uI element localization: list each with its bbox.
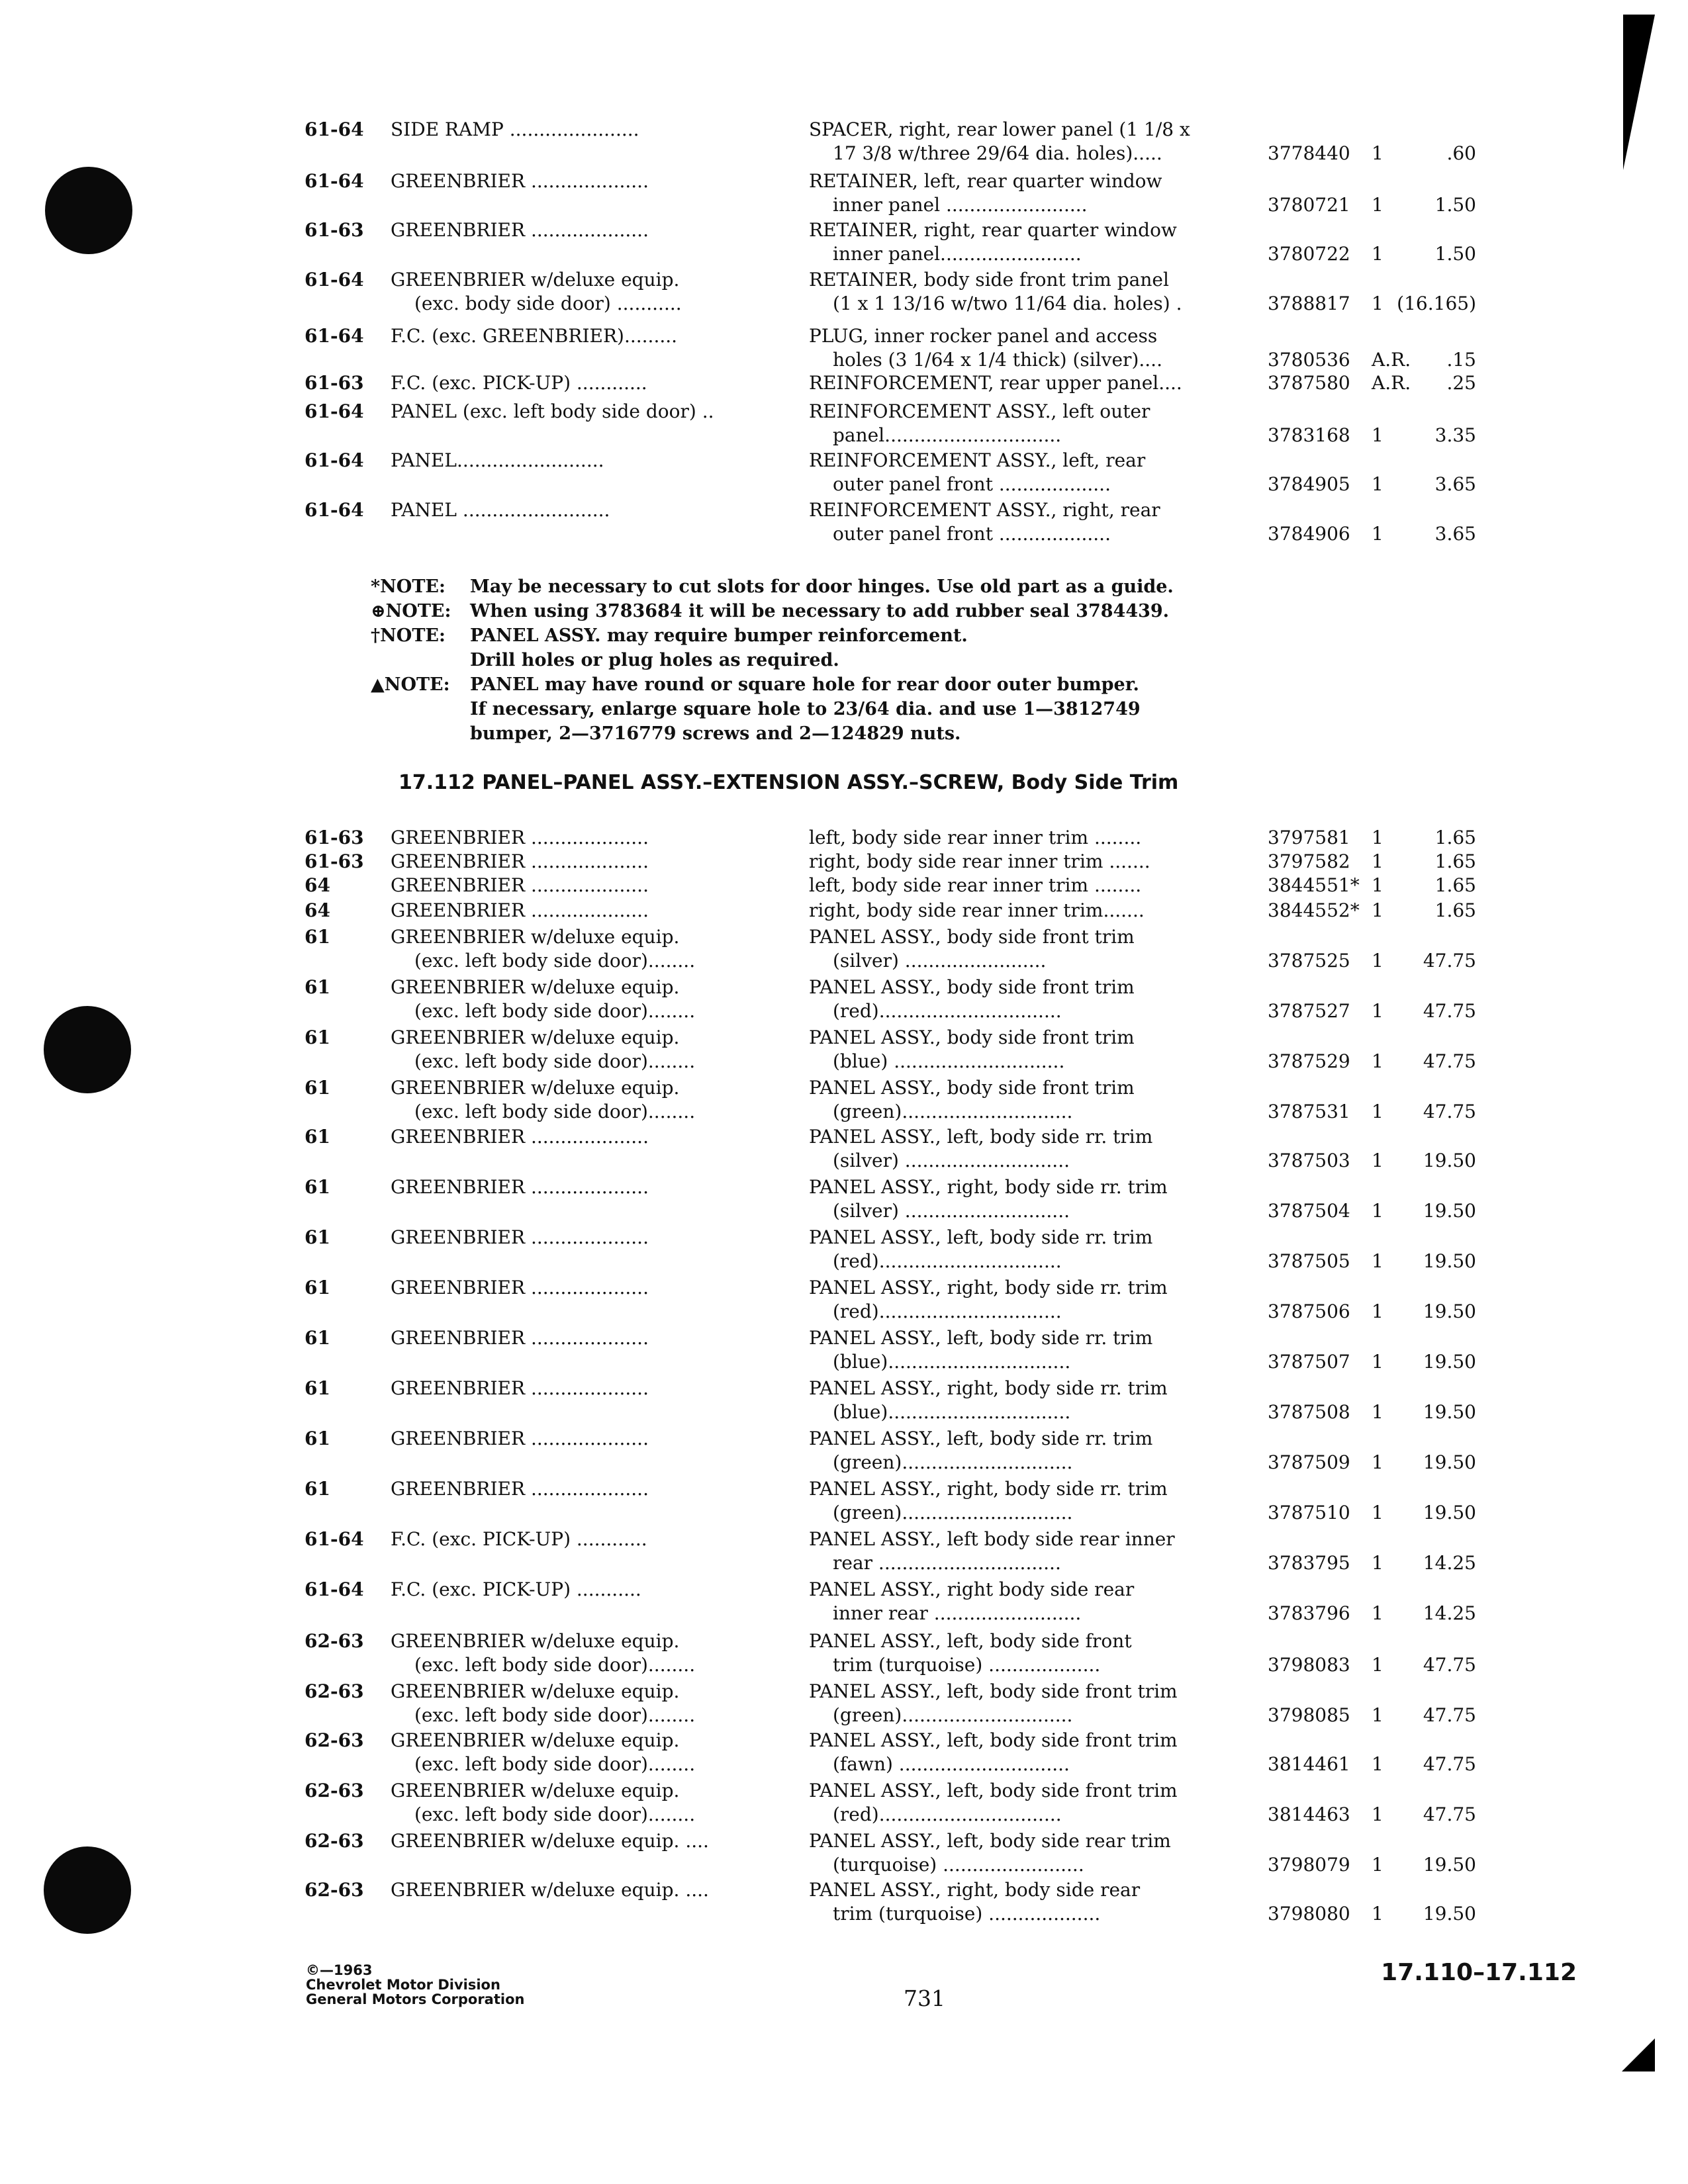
year-cell: 62-63 xyxy=(305,1630,364,1652)
note-text: PANEL ASSY. may require bumper reinforcement. xyxy=(470,625,968,646)
model-cell: GREENBRIER .................... xyxy=(391,1277,649,1298)
quantity-cell: 1 xyxy=(1372,194,1383,216)
description-cell: PANEL ASSY., right, body side rr. trim xyxy=(809,1277,1168,1298)
year-cell: 61-64 xyxy=(305,118,364,140)
model-cell: GREENBRIER .................... xyxy=(391,874,649,896)
model-cell: GREENBRIER .................... xyxy=(391,170,649,192)
scan-edge-mark xyxy=(1623,15,1655,170)
model-cell: GREENBRIER .................... xyxy=(391,1327,649,1349)
model-cell: GREENBRIER .................... xyxy=(391,827,649,848)
year-cell: 61 xyxy=(305,1377,330,1399)
price-cell: 19.50 xyxy=(1423,1903,1476,1925)
model-cell: (exc. left body side door)........ xyxy=(414,950,696,972)
model-cell: GREENBRIER w/deluxe equip. xyxy=(391,926,680,948)
price-cell: 19.50 xyxy=(1423,1250,1476,1272)
description-cell: PANEL ASSY., right, body side rear xyxy=(809,1879,1141,1901)
description-cell: PANEL ASSY., right body side rear xyxy=(809,1578,1135,1600)
part-number-cell: 3783795 xyxy=(1268,1552,1350,1574)
description-cell: RETAINER, left, rear quarter window xyxy=(809,170,1162,192)
quantity-cell: 1 xyxy=(1372,1401,1383,1423)
quantity-cell: 1 xyxy=(1372,1704,1383,1726)
description-cell: left, body side rear inner trim ........ xyxy=(809,874,1142,896)
description-cell: PANEL ASSY., body side front trim xyxy=(809,1077,1135,1099)
quantity-cell: 1 xyxy=(1372,1451,1383,1473)
year-cell: 61 xyxy=(305,1277,330,1298)
model-cell: GREENBRIER w/deluxe equip. xyxy=(391,1729,680,1751)
description-cell: PANEL ASSY., body side front trim xyxy=(809,1026,1135,1048)
note-text: Drill holes or plug holes as required. xyxy=(470,650,839,670)
price-cell: 14.25 xyxy=(1423,1602,1476,1624)
description-cell: (fawn) ............................. xyxy=(833,1753,1070,1775)
model-cell: (exc. left body side door)........ xyxy=(414,1000,696,1022)
description-cell: PANEL ASSY., body side front trim xyxy=(809,976,1135,998)
model-cell: F.C. (exc. GREENBRIER)......... xyxy=(391,325,678,347)
model-cell: (exc. body side door) ........... xyxy=(414,293,682,314)
part-number-cell: 3798079 xyxy=(1268,1854,1350,1876)
description-cell: REINFORCEMENT ASSY., right, rear xyxy=(809,499,1160,521)
description-cell: PANEL ASSY., right, body side rr. trim xyxy=(809,1176,1168,1198)
part-number-cell: 3814461 xyxy=(1268,1753,1350,1775)
price-cell: .60 xyxy=(1446,142,1476,164)
year-cell: 61 xyxy=(305,1478,330,1500)
description-cell: holes (3 1/64 x 1/4 thick) (silver).... xyxy=(833,349,1162,371)
scan-corner-mark xyxy=(1622,2038,1655,2071)
quantity-cell: 1 xyxy=(1372,1502,1383,1524)
price-cell: 19.50 xyxy=(1423,1401,1476,1423)
price-cell: .15 xyxy=(1446,349,1476,371)
quantity-cell: 1 xyxy=(1372,142,1383,164)
price-cell: 1.50 xyxy=(1434,243,1476,265)
quantity-cell: 1 xyxy=(1372,1000,1383,1022)
note-line xyxy=(371,599,1297,623)
description-cell: inner panel........................ xyxy=(833,243,1082,265)
year-cell: 61 xyxy=(305,1176,330,1198)
year-cell: 61-64 xyxy=(305,269,364,291)
description-cell: PANEL ASSY., left, body side rr. trim xyxy=(809,1327,1153,1349)
price-cell: .25 xyxy=(1446,372,1476,394)
model-cell: GREENBRIER .................... xyxy=(391,1176,649,1198)
quantity-cell: 1 xyxy=(1372,1903,1383,1925)
year-cell: 61-64 xyxy=(305,1578,364,1600)
description-cell: (turquoise) ........................ xyxy=(833,1854,1084,1876)
year-cell: 61 xyxy=(305,976,330,998)
price-cell: 47.75 xyxy=(1423,950,1476,972)
part-number-cell: 3797582 xyxy=(1268,850,1350,872)
model-cell: PANEL (exc. left body side door) .. xyxy=(391,400,714,422)
model-cell: GREENBRIER w/deluxe equip. xyxy=(391,1026,680,1048)
quantity-cell: 1 xyxy=(1372,243,1383,265)
year-cell: 62-63 xyxy=(305,1830,364,1852)
description-cell: REINFORCEMENT, rear upper panel.... xyxy=(809,372,1182,394)
part-number-cell: 3784906 xyxy=(1268,523,1350,545)
model-cell: GREENBRIER .................... xyxy=(391,1478,649,1500)
note-line xyxy=(371,623,1297,648)
description-cell: PANEL ASSY., left, body side rr. trim xyxy=(809,1126,1153,1148)
part-number-cell: 3787527 xyxy=(1268,1000,1350,1022)
year-cell: 61 xyxy=(305,1077,330,1099)
quantity-cell: A.R. xyxy=(1372,349,1411,371)
description-cell: trim (turquoise) ................... xyxy=(833,1903,1101,1925)
description-cell: PANEL ASSY., left body side rear inner xyxy=(809,1528,1175,1550)
model-cell: F.C. (exc. PICK-UP) ............ xyxy=(391,372,647,394)
part-number-cell: 3784905 xyxy=(1268,473,1350,495)
quantity-cell: 1 xyxy=(1372,1602,1383,1624)
price-cell: 47.75 xyxy=(1423,1050,1476,1072)
description-cell: rear ............................... xyxy=(833,1552,1061,1574)
year-cell: 64 xyxy=(305,899,330,921)
part-number-cell: 3787509 xyxy=(1268,1451,1350,1473)
part-number-cell: 3788817 xyxy=(1268,293,1350,314)
model-cell: (exc. left body side door)........ xyxy=(414,1803,696,1825)
description-cell: (red)............................... xyxy=(833,1250,1062,1272)
description-cell: (green)............................. xyxy=(833,1502,1073,1524)
model-cell: GREENBRIER .................... xyxy=(391,899,649,921)
note-text: PANEL may have round or square hole for rear door outer bumper. xyxy=(470,674,1139,695)
part-number-cell: 3780722 xyxy=(1268,243,1350,265)
part-number-cell: 3844552* xyxy=(1268,899,1360,921)
quantity-cell: 1 xyxy=(1372,1050,1383,1072)
quantity-cell: 1 xyxy=(1372,1803,1383,1825)
description-cell: PANEL ASSY., right, body side rr. trim xyxy=(809,1478,1168,1500)
part-number-cell: 3787525 xyxy=(1268,950,1350,972)
copyright-line: General Motors Corporation xyxy=(306,1991,525,2007)
quantity-cell: 1 xyxy=(1372,1101,1383,1122)
part-number-cell: 3783168 xyxy=(1268,424,1350,446)
model-cell: GREENBRIER w/deluxe equip. xyxy=(391,1780,680,1801)
price-cell: 3.35 xyxy=(1434,424,1476,446)
price-cell: 3.65 xyxy=(1434,473,1476,495)
price-cell: (16.165) xyxy=(1397,293,1476,314)
year-cell: 62-63 xyxy=(305,1780,364,1801)
description-cell: right, body side rear inner trim....... xyxy=(809,899,1145,921)
quantity-cell: 1 xyxy=(1372,1300,1383,1322)
part-number-cell: 3787503 xyxy=(1268,1150,1350,1171)
year-cell: 61-64 xyxy=(305,449,364,471)
model-cell: GREENBRIER w/deluxe equip. .... xyxy=(391,1830,709,1852)
model-cell: GREENBRIER .................... xyxy=(391,1428,649,1449)
price-cell: 19.50 xyxy=(1423,1150,1476,1171)
copyright-line: Chevrolet Motor Division xyxy=(306,1977,500,1993)
model-cell: (exc. left body side door)........ xyxy=(414,1050,696,1072)
year-cell: 61-64 xyxy=(305,170,364,192)
year-cell: 61 xyxy=(305,926,330,948)
quantity-cell: 1 xyxy=(1372,424,1383,446)
price-cell: 19.50 xyxy=(1423,1502,1476,1524)
quantity-cell: 1 xyxy=(1372,1351,1383,1373)
model-cell: GREENBRIER w/deluxe equip. xyxy=(391,269,680,291)
note-text: If necessary, enlarge square hole to 23/64 dia. and use 1—3812749 xyxy=(470,699,1141,719)
description-cell: PANEL ASSY., left, body side rr. trim xyxy=(809,1428,1153,1449)
description-cell: PANEL ASSY., body side front trim xyxy=(809,926,1135,948)
note-tag: *NOTE: xyxy=(371,576,445,597)
price-cell: 47.75 xyxy=(1423,1803,1476,1825)
part-number-cell: 3787510 xyxy=(1268,1502,1350,1524)
description-cell: outer panel front ................... xyxy=(833,473,1111,495)
model-cell: GREENBRIER w/deluxe equip. xyxy=(391,1680,680,1702)
part-number-cell: 3787531 xyxy=(1268,1101,1350,1122)
model-cell: GREENBRIER .................... xyxy=(391,219,649,241)
description-cell: PANEL ASSY., left, body side front trim xyxy=(809,1729,1178,1751)
description-cell: trim (turquoise) ................... xyxy=(833,1654,1101,1676)
part-number-cell: 3787508 xyxy=(1268,1401,1350,1423)
price-cell: 19.50 xyxy=(1423,1300,1476,1322)
description-cell: PANEL ASSY., left, body side front trim xyxy=(809,1780,1178,1801)
year-cell: 61-63 xyxy=(305,219,364,241)
model-cell: (exc. left body side door)........ xyxy=(414,1101,696,1122)
part-number-cell: 3787505 xyxy=(1268,1250,1350,1272)
note-line xyxy=(371,648,1297,672)
quantity-cell: 1 xyxy=(1372,293,1383,314)
note-tag: †NOTE: xyxy=(371,625,445,646)
price-cell: 19.50 xyxy=(1423,1351,1476,1373)
description-cell: inner panel ........................ xyxy=(833,194,1088,216)
price-cell: 1.65 xyxy=(1434,874,1476,896)
model-cell: F.C. (exc. PICK-UP) ............ xyxy=(391,1528,647,1550)
model-cell: GREENBRIER .................... xyxy=(391,850,649,872)
price-cell: 19.50 xyxy=(1423,1451,1476,1473)
quantity-cell: 1 xyxy=(1372,473,1383,495)
description-cell: panel.............................. xyxy=(833,424,1062,446)
description-cell: PLUG, inner rocker panel and access xyxy=(809,325,1158,347)
part-number-cell: 3787529 xyxy=(1268,1050,1350,1072)
punch-hole xyxy=(45,167,132,254)
description-cell: REINFORCEMENT ASSY., left outer xyxy=(809,400,1150,422)
note-line xyxy=(371,721,1297,746)
part-number-cell: 3798083 xyxy=(1268,1654,1350,1676)
description-cell: (blue)............................... xyxy=(833,1401,1071,1423)
year-cell: 61-63 xyxy=(305,372,364,394)
description-cell: 17 3/8 w/three 29/64 dia. holes)..... xyxy=(833,142,1162,164)
section-range: 17.110–17.112 xyxy=(1381,1959,1577,1986)
part-number-cell: 3814463 xyxy=(1268,1803,1350,1825)
year-cell: 61 xyxy=(305,1428,330,1449)
price-cell: 14.25 xyxy=(1423,1552,1476,1574)
quantity-cell: 1 xyxy=(1372,1654,1383,1676)
year-cell: 61-64 xyxy=(305,325,364,347)
description-cell: (green)............................. xyxy=(833,1101,1073,1122)
quantity-cell: 1 xyxy=(1372,874,1383,896)
description-cell: (red)............................... xyxy=(833,1300,1062,1322)
note-tag: ⊕NOTE: xyxy=(371,601,451,621)
part-number-cell: 3783796 xyxy=(1268,1602,1350,1624)
part-number-cell: 3798080 xyxy=(1268,1903,1350,1925)
section-title: 17.112 PANEL–PANEL ASSY.–EXTENSION ASSY.–SCREW, Body Side Trim xyxy=(399,771,1179,794)
model-cell: GREENBRIER w/deluxe equip. xyxy=(391,1630,680,1652)
quantity-cell: A.R. xyxy=(1372,372,1411,394)
part-number-cell: 3844551* xyxy=(1268,874,1360,896)
part-number-cell: 3798085 xyxy=(1268,1704,1350,1726)
model-cell: (exc. left body side door)........ xyxy=(414,1654,696,1676)
model-cell: SIDE RAMP ...................... xyxy=(391,118,639,140)
page-number: 731 xyxy=(904,1985,945,2011)
description-cell: outer panel front ................... xyxy=(833,523,1111,545)
note-line xyxy=(371,697,1297,721)
description-cell: (green)............................. xyxy=(833,1451,1073,1473)
quantity-cell: 1 xyxy=(1372,1854,1383,1876)
description-cell: RETAINER, right, rear quarter window xyxy=(809,219,1177,241)
description-cell: PANEL ASSY., left, body side front xyxy=(809,1630,1132,1652)
copyright-line: ©—1963 xyxy=(306,1962,373,1978)
year-cell: 61-64 xyxy=(305,1528,364,1550)
price-cell: 47.75 xyxy=(1423,1101,1476,1122)
copyright-block xyxy=(306,1963,524,2007)
note-text: When using 3783684 it will be necessary to add rubber seal 3784439. xyxy=(470,601,1170,621)
model-cell: F.C. (exc. PICK-UP) ........... xyxy=(391,1578,641,1600)
price-cell: 1.65 xyxy=(1434,827,1476,848)
description-cell: REINFORCEMENT ASSY., left, rear xyxy=(809,449,1146,471)
quantity-cell: 1 xyxy=(1372,850,1383,872)
description-cell: (red)............................... xyxy=(833,1803,1062,1825)
description-cell: (silver) ............................ xyxy=(833,1150,1070,1171)
punch-hole xyxy=(44,1846,131,1934)
note-tag: ▲NOTE: xyxy=(371,674,450,695)
description-cell: (silver) ........................ xyxy=(833,950,1047,972)
quantity-cell: 1 xyxy=(1372,1552,1383,1574)
note-text: bumper, 2—3716779 screws and 2—124829 nuts. xyxy=(470,723,961,744)
description-cell: inner rear ......................... xyxy=(833,1602,1082,1624)
year-cell: 61 xyxy=(305,1226,330,1248)
year-cell: 62-63 xyxy=(305,1879,364,1901)
model-cell: PANEL ......................... xyxy=(391,499,610,521)
description-cell: PANEL ASSY., left, body side rear trim xyxy=(809,1830,1171,1852)
part-number-cell: 3778440 xyxy=(1268,142,1350,164)
punch-hole xyxy=(44,1006,131,1093)
description-cell: PANEL ASSY., right, body side rr. trim xyxy=(809,1377,1168,1399)
description-cell: (blue)............................... xyxy=(833,1351,1071,1373)
price-cell: 1.50 xyxy=(1434,194,1476,216)
price-cell: 1.65 xyxy=(1434,850,1476,872)
quantity-cell: 1 xyxy=(1372,523,1383,545)
quantity-cell: 1 xyxy=(1372,950,1383,972)
quantity-cell: 1 xyxy=(1372,899,1383,921)
description-cell: (red)............................... xyxy=(833,1000,1062,1022)
model-cell: GREENBRIER .................... xyxy=(391,1126,649,1148)
quantity-cell: 1 xyxy=(1372,1150,1383,1171)
description-cell: right, body side rear inner trim ....... xyxy=(809,850,1150,872)
model-cell: GREENBRIER w/deluxe equip. .... xyxy=(391,1879,709,1901)
model-cell: GREENBRIER .................... xyxy=(391,1377,649,1399)
part-number-cell: 3787507 xyxy=(1268,1351,1350,1373)
part-number-cell: 3787580 xyxy=(1268,372,1350,394)
description-cell: (1 x 1 13/16 w/two 11/64 dia. holes) . xyxy=(833,293,1182,314)
price-cell: 47.75 xyxy=(1423,1753,1476,1775)
model-cell: GREENBRIER .................... xyxy=(391,1226,649,1248)
quantity-cell: 1 xyxy=(1372,1250,1383,1272)
price-cell: 19.50 xyxy=(1423,1200,1476,1222)
part-number-cell: 3780536 xyxy=(1268,349,1350,371)
notes-block xyxy=(371,574,1297,746)
year-cell: 61 xyxy=(305,1327,330,1349)
year-cell: 61 xyxy=(305,1026,330,1048)
description-cell: PANEL ASSY., left, body side front trim xyxy=(809,1680,1178,1702)
part-number-cell: 3787506 xyxy=(1268,1300,1350,1322)
price-cell: 1.65 xyxy=(1434,899,1476,921)
description-cell: SPACER, right, rear lower panel (1 1/8 x xyxy=(809,118,1190,140)
price-cell: 47.75 xyxy=(1423,1704,1476,1726)
model-cell: (exc. left body side door)........ xyxy=(414,1753,696,1775)
description-cell: (silver) ............................ xyxy=(833,1200,1070,1222)
year-cell: 62-63 xyxy=(305,1680,364,1702)
description-cell: left, body side rear inner trim ........ xyxy=(809,827,1142,848)
description-cell: (blue) ............................. xyxy=(833,1050,1065,1072)
note-text: May be necessary to cut slots for door hinges. Use old part as a guide. xyxy=(470,576,1174,597)
model-cell: GREENBRIER w/deluxe equip. xyxy=(391,976,680,998)
description-cell: PANEL ASSY., left, body side rr. trim xyxy=(809,1226,1153,1248)
description-cell: RETAINER, body side front trim panel xyxy=(809,269,1169,291)
price-cell: 19.50 xyxy=(1423,1854,1476,1876)
part-number-cell: 3780721 xyxy=(1268,194,1350,216)
year-cell: 61-63 xyxy=(305,850,364,872)
year-cell: 61-64 xyxy=(305,400,364,422)
year-cell: 61-64 xyxy=(305,499,364,521)
quantity-cell: 1 xyxy=(1372,827,1383,848)
price-cell: 47.75 xyxy=(1423,1654,1476,1676)
model-cell: PANEL......................... xyxy=(391,449,604,471)
price-cell: 47.75 xyxy=(1423,1000,1476,1022)
quantity-cell: 1 xyxy=(1372,1200,1383,1222)
quantity-cell: 1 xyxy=(1372,1753,1383,1775)
note-line xyxy=(371,574,1297,599)
description-cell: (green)............................. xyxy=(833,1704,1073,1726)
year-cell: 61-63 xyxy=(305,827,364,848)
year-cell: 62-63 xyxy=(305,1729,364,1751)
year-cell: 61 xyxy=(305,1126,330,1148)
model-cell: (exc. left body side door)........ xyxy=(414,1704,696,1726)
year-cell: 64 xyxy=(305,874,330,896)
model-cell: GREENBRIER w/deluxe equip. xyxy=(391,1077,680,1099)
part-number-cell: 3787504 xyxy=(1268,1200,1350,1222)
price-cell: 3.65 xyxy=(1434,523,1476,545)
part-number-cell: 3797581 xyxy=(1268,827,1350,848)
note-line xyxy=(371,672,1297,697)
